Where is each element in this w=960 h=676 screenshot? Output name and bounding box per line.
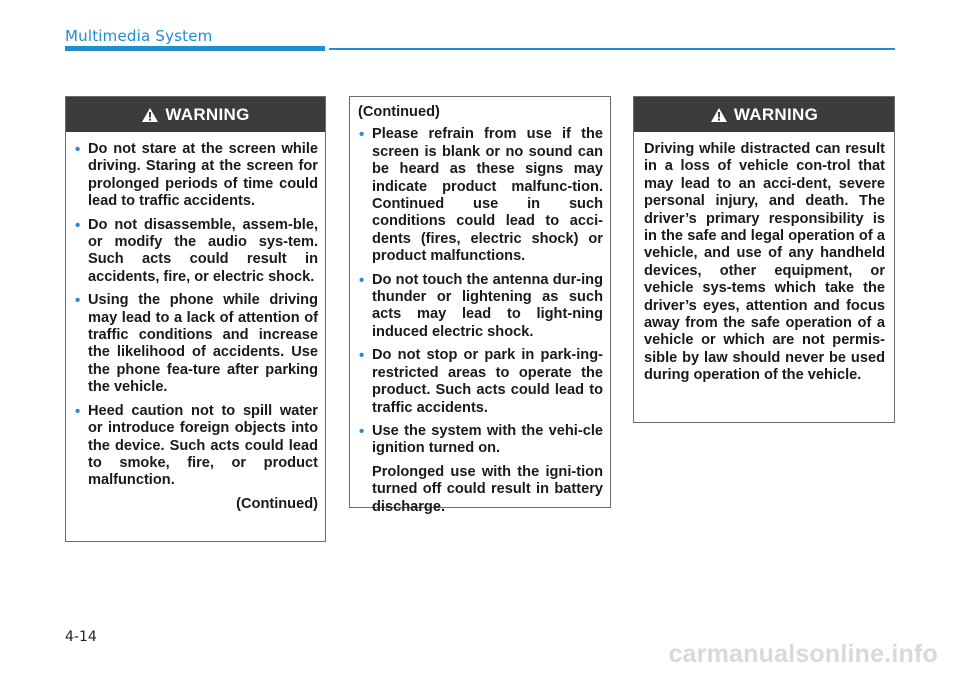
bullet-dot-icon: •	[359, 422, 365, 440]
warning-body	[66, 132, 325, 522]
warning-triangle-icon	[710, 107, 728, 123]
header-rule-thin	[329, 48, 895, 50]
warning-box-2	[349, 96, 611, 515]
page-number: 4-14	[65, 629, 97, 645]
list-item: • Do not stare at the screen while driving. Staring at the screen for prolonged periods of time could lead to traffic accidents.	[75, 141, 318, 210]
list-item: • Using the phone while driving may lead to a lack of attention of traffic conditions and increase the likelihood of accidents. Use the phone fea-ture after parking the vehicle.	[75, 292, 318, 396]
warning-label: WARNING	[733, 104, 819, 124]
bullet-dot-icon: •	[75, 216, 81, 234]
list-item: • Do not disassemble, assem-ble, or modify the audio sys-tem. Such acts could result in accidents, fire, or electric shock.	[75, 216, 318, 285]
list-item: • Heed caution not to spill water or introduce foreign objects into the device. Such acts could lead to smoke, fire, or product malfunction.	[75, 402, 318, 489]
warning-triangle-icon	[141, 107, 159, 123]
watermark: carmanualsonline.info	[668, 640, 938, 668]
warning-box-1	[65, 96, 326, 542]
bullet-dot-icon: •	[75, 141, 81, 158]
list-item: • Please refrain from use if the screen is blank or no sound can be heard as these signs may indicate product malfunc-tion. Continued use in such conditions could lead to acci-dents (fires, electric shock) or product malfunctions.	[359, 126, 603, 265]
bullet-dot-icon: •	[75, 402, 81, 420]
bullet-dot-icon: •	[359, 271, 365, 289]
warning-label: WARNING	[165, 104, 250, 124]
bullet-dot-icon: •	[359, 347, 365, 365]
header-rule-thick	[65, 46, 325, 51]
list-item: • Do not touch the antenna dur-ing thunder or lightening as such acts may lead to light-ning induced electric shock.	[359, 271, 603, 340]
continued-body	[350, 97, 610, 529]
warning-header	[634, 97, 894, 132]
warning-text: Driving while distracted can result in a loss of vehicle con-trol that may lead to an acci-dent, severe personal injury, and death. The driver’s primary responsibility is in the safe and legal operation of a vehicle, and use of any handheld devices, other equipment, or vehicle sys-tems which take the driver’s eyes, attention and focus away from the safe operation of a vehicle or which are not permis-sible by law should never be used during operation of the vehicle.	[644, 141, 885, 384]
note-paragraph: Prolonged use with the igni-tion turned off could result in battery discharge.	[372, 463, 603, 515]
section-title: Multimedia System	[65, 27, 213, 45]
bullet-dot-icon: •	[75, 292, 81, 310]
list-item: • Use the system with the vehi-cle ignition turned on.	[359, 422, 603, 457]
warning-header	[66, 97, 325, 132]
list-item: • Do not stop or park in park-ing-restricted areas to operate the product. Such acts could lead to traffic accidents.	[359, 347, 603, 416]
warning-box-3	[633, 96, 895, 423]
continued-label: (Continued)	[358, 104, 440, 120]
warning-body	[634, 132, 894, 394]
bullet-dot-icon: •	[359, 126, 365, 144]
continued-label: (Continued)	[236, 495, 318, 512]
